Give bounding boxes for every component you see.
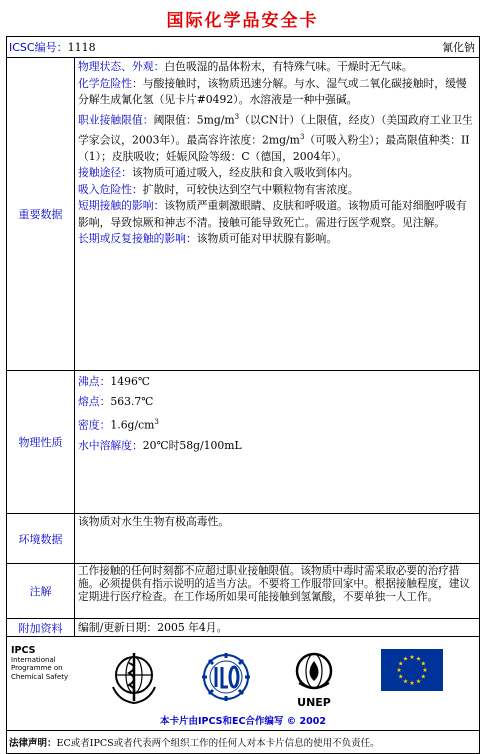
who-emblem-icon <box>107 651 161 707</box>
long-term-effects-item: 长期或反复接触的影响：该物质可能对甲状腺有影响。 <box>78 232 338 246</box>
legal-notice <box>7 731 479 753</box>
environment-label: 环境数据 <box>7 514 75 563</box>
cooperation-note: 本卡片由IPCS和EC合作编写 © 2002 <box>159 716 326 727</box>
boiling-point: 沸点：1496℃ <box>78 375 150 388</box>
physical-properties-label: 物理性质 <box>7 371 75 513</box>
environment-row <box>7 514 479 564</box>
physical-state-item: 物理状态、外观：白色吸湿的晶体粉末，有特殊气味。干燥时无气味。 <box>78 60 413 73</box>
physical-properties-row <box>7 371 479 514</box>
exposure-limits-item: 职业接触限值：阈限值：$5mg/m^3$（以CN计）（上限值，经皮）（美国政府工业卫生学家会议，2003年）。最高容许浓度：$2mg/m^3$（可吸入粉尘）；最高限值种类：II（1）；皮肤吸收；妊娠风险等级：C（德国，2004年）。 <box>78 112 473 163</box>
ilo-emblem-icon <box>199 651 253 707</box>
environment-text: 该物质对水生生物有极高毒性。 <box>78 515 230 528</box>
reference-row <box>7 619 479 637</box>
substance-name: 氰化钠 <box>442 41 475 54</box>
legal-text: EC或者IPCS或者代表两个组织工作的任何人对本卡片信息的使用不负责任。 <box>56 738 380 749</box>
unep-emblem-icon <box>289 651 339 709</box>
icsc-label: ICSC编号： <box>9 41 68 54</box>
unep-label: UNEP <box>297 696 331 709</box>
ipcs-logo: IPCS International Programme on Chemical Safety <box>11 645 69 681</box>
chemical-hazard-item: 化学危险性：与酸接触时，该物质迅速分解。与水、湿气或二氧化碳接触时，缓慢分解生成氰化氢（见卡片#0492）。水溶液是一种中强碱。 <box>78 76 467 106</box>
important-data-content <box>75 58 479 370</box>
density: 密度：$1.6g/cm^3$ <box>78 418 159 432</box>
header-row <box>7 37 479 58</box>
notes-label: 注解 <box>7 564 75 618</box>
notes-text: 工作接触的任何时刻都不应超过职业接触限值。该物质中毒时需采取必要的治疗措施。必须提供有指示说明的适当方法。不要将工作服带回家中。根据接触程度，建议定期进行医疗检查。在工作场所如果可能接触到氢氰酸，不要单独一人工作。 <box>78 565 470 603</box>
notes-row <box>7 564 479 619</box>
safety-card <box>6 36 480 754</box>
icsc-number <box>7 39 442 55</box>
eu-flag-icon <box>381 649 443 691</box>
card-title: 国际化学品安全卡 <box>166 11 319 31</box>
water-solubility: 水中溶解度：20℃时58g/100mL <box>78 438 242 452</box>
icsc-value: 1118 <box>67 41 96 54</box>
inhalation-risk-item: 吸入危险性：扩散时，可较快达到空气中颗粒物有害浓度。 <box>78 182 359 196</box>
legal-label: 法律声明： <box>9 738 57 749</box>
logos-row <box>7 637 479 731</box>
important-data-row <box>7 58 479 371</box>
melting-point: 熔点：563.7℃ <box>78 395 154 408</box>
physical-properties-content <box>75 371 479 513</box>
reference-text: 编制/更新日期：2005 年4月。 <box>78 621 228 634</box>
important-data-label: 重要数据 <box>7 58 75 370</box>
exposure-route-item: 接触途径：该物质可通过吸入，经皮肤和食入吸收到体内。 <box>78 166 359 180</box>
reference-label: 附加资料 <box>7 619 75 636</box>
short-term-effects-item: 短期接触的影响：该物质严重刺激眼睛、皮肤和呼吸道。该物质可能对细胞呼吸有影响，导致惊厥和神志不清。接触可能导致死亡。需进行医学观察。见注解。 <box>78 199 467 229</box>
